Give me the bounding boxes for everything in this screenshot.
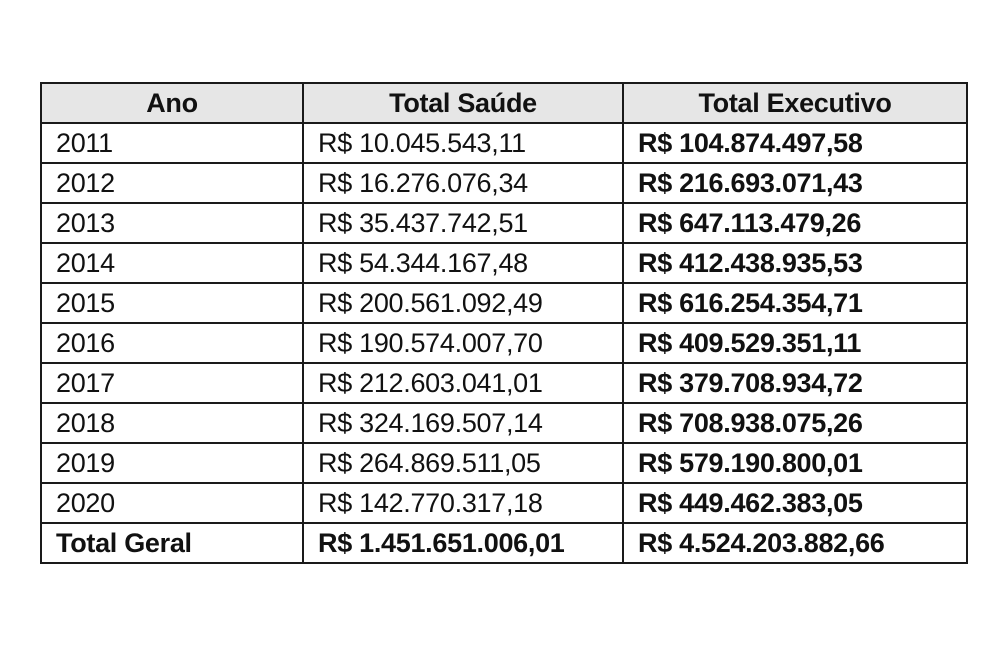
table-row bbox=[41, 163, 967, 203]
cell-total-executivo: R$ 379.708.934,72 bbox=[623, 363, 967, 403]
table-row bbox=[41, 403, 967, 443]
cell-ano: 2019 bbox=[41, 443, 303, 483]
cell-total-executivo: R$ 104.874.497,58 bbox=[623, 123, 967, 163]
cell-ano: 2020 bbox=[41, 483, 303, 523]
cell-total-saude: R$ 16.276.076,34 bbox=[303, 163, 623, 203]
header-row bbox=[41, 83, 967, 123]
cell-total-executivo: R$ 412.438.935,53 bbox=[623, 243, 967, 283]
cell-total-executivo: R$ 579.190.800,01 bbox=[623, 443, 967, 483]
table-row bbox=[41, 243, 967, 283]
table-row bbox=[41, 323, 967, 363]
cell-ano: 2013 bbox=[41, 203, 303, 243]
cell-total-saude: R$ 190.574.007,70 bbox=[303, 323, 623, 363]
total-saude: R$ 1.451.651.006,01 bbox=[303, 523, 623, 563]
cell-total-executivo: R$ 708.938.075,26 bbox=[623, 403, 967, 443]
data-table bbox=[40, 82, 968, 564]
cell-total-executivo: R$ 449.462.383,05 bbox=[623, 483, 967, 523]
cell-total-saude: R$ 10.045.543,11 bbox=[303, 123, 623, 163]
table-row bbox=[41, 203, 967, 243]
table-row bbox=[41, 123, 967, 163]
table-row bbox=[41, 363, 967, 403]
column-header-ano: Ano bbox=[41, 83, 303, 123]
cell-ano: 2012 bbox=[41, 163, 303, 203]
cell-ano: 2017 bbox=[41, 363, 303, 403]
cell-ano: 2016 bbox=[41, 323, 303, 363]
column-header-total-saude: Total Saúde bbox=[303, 83, 623, 123]
table-row bbox=[41, 483, 967, 523]
total-label: Total Geral bbox=[41, 523, 303, 563]
cell-total-saude: R$ 142.770.317,18 bbox=[303, 483, 623, 523]
cell-total-executivo: R$ 216.693.071,43 bbox=[623, 163, 967, 203]
cell-total-saude: R$ 212.603.041,01 bbox=[303, 363, 623, 403]
cell-total-saude: R$ 54.344.167,48 bbox=[303, 243, 623, 283]
table-row bbox=[41, 283, 967, 323]
cell-ano: 2018 bbox=[41, 403, 303, 443]
cell-total-executivo: R$ 647.113.479,26 bbox=[623, 203, 967, 243]
data-table-container bbox=[40, 82, 966, 564]
cell-total-executivo: R$ 409.529.351,11 bbox=[623, 323, 967, 363]
cell-total-executivo: R$ 616.254.354,71 bbox=[623, 283, 967, 323]
cell-ano: 2015 bbox=[41, 283, 303, 323]
cell-ano: 2011 bbox=[41, 123, 303, 163]
column-header-total-executivo: Total Executivo bbox=[623, 83, 967, 123]
table-body bbox=[41, 123, 967, 563]
cell-ano: 2014 bbox=[41, 243, 303, 283]
total-row bbox=[41, 523, 967, 563]
total-executivo: R$ 4.524.203.882,66 bbox=[623, 523, 967, 563]
table-row bbox=[41, 443, 967, 483]
cell-total-saude: R$ 324.169.507,14 bbox=[303, 403, 623, 443]
cell-total-saude: R$ 35.437.742,51 bbox=[303, 203, 623, 243]
table-header bbox=[41, 83, 967, 123]
cell-total-saude: R$ 200.561.092,49 bbox=[303, 283, 623, 323]
cell-total-saude: R$ 264.869.511,05 bbox=[303, 443, 623, 483]
